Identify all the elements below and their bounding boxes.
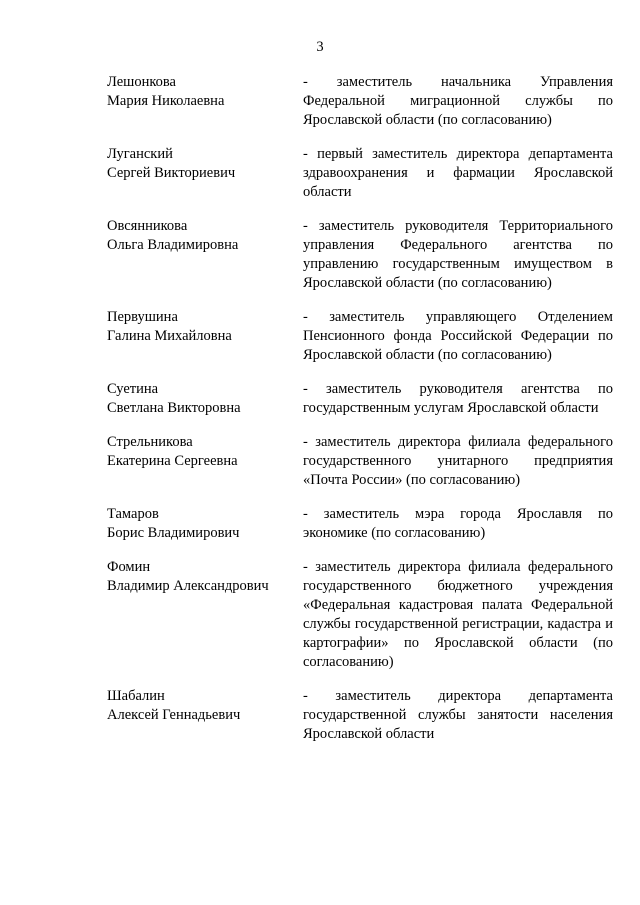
- person-name: [107, 380, 303, 418]
- position-description: - заместитель директора департамента государственной службы занятости населения Ярославской области: [303, 688, 613, 742]
- page-number: 3: [316, 39, 324, 55]
- list-item: [107, 433, 613, 490]
- person-name: [107, 217, 303, 255]
- list-item: [107, 145, 613, 202]
- position-description: - первый заместитель директора департамента здравоохранения и фармации Ярославской области: [303, 146, 613, 200]
- position-description: - заместитель мэра города Ярославля по экономике (по согласованию): [303, 506, 613, 541]
- person-name: [107, 505, 303, 543]
- given-names: Мария Николаевна: [107, 93, 225, 109]
- surname: Тамаров: [107, 506, 159, 522]
- position-description: - заместитель руководителя Территориального управления Федерального агентства по управлению государственным имуществом в Ярославской области (по согласованию): [303, 218, 613, 291]
- person-name: [107, 558, 303, 596]
- given-names: Владимир Александрович: [107, 578, 269, 594]
- list-item: [107, 558, 613, 672]
- position-description: - заместитель директора филиала федерального государственного унитарного предприятия «Почта России» (по согласованию): [303, 434, 613, 488]
- given-names: Алексей Геннадьевич: [107, 707, 241, 723]
- given-names: Ольга Владимировна: [107, 237, 239, 253]
- person-name: [107, 308, 303, 346]
- members-list: [107, 73, 613, 744]
- surname: Суетина: [107, 381, 159, 397]
- surname: Лешонкова: [107, 74, 176, 90]
- position-description: - заместитель руководителя агентства по государственным услугам Ярославской области: [303, 381, 613, 416]
- position-description: - заместитель управляющего Отделением Пенсионного фонда Российской Федерации по Ярославской области (по согласованию): [303, 309, 613, 363]
- position-description: - заместитель начальника Управления Федеральной миграционной службы по Ярославской области (по согласованию): [303, 74, 613, 128]
- given-names: Светлана Викторовна: [107, 400, 241, 416]
- surname: Стрельникова: [107, 434, 193, 450]
- surname: Шабалин: [107, 688, 165, 704]
- surname: Фомин: [107, 559, 151, 575]
- position-description: - заместитель директора филиала федерального государственного бюджетного учреждения «Федеральная кадастровая палата Федеральной службы государственной регистрации, кадастра и картографии» по Ярославской области (по согласованию): [303, 559, 613, 670]
- surname: Луганский: [107, 146, 173, 162]
- list-item: [107, 505, 613, 543]
- surname: Овсянникова: [107, 218, 188, 234]
- person-name: [107, 687, 303, 725]
- given-names: Екатерина Сергеевна: [107, 453, 238, 469]
- given-names: Галина Михайловна: [107, 328, 232, 344]
- given-names: Сергей Викториевич: [107, 165, 236, 181]
- given-names: Борис Владимирович: [107, 525, 240, 541]
- person-name: [107, 433, 303, 471]
- person-name: [107, 145, 303, 183]
- list-item: [107, 73, 613, 130]
- list-item: [107, 380, 613, 418]
- surname: Первушина: [107, 309, 178, 325]
- list-item: [107, 308, 613, 365]
- list-item: [107, 687, 613, 744]
- person-name: [107, 73, 303, 111]
- list-item: [107, 217, 613, 293]
